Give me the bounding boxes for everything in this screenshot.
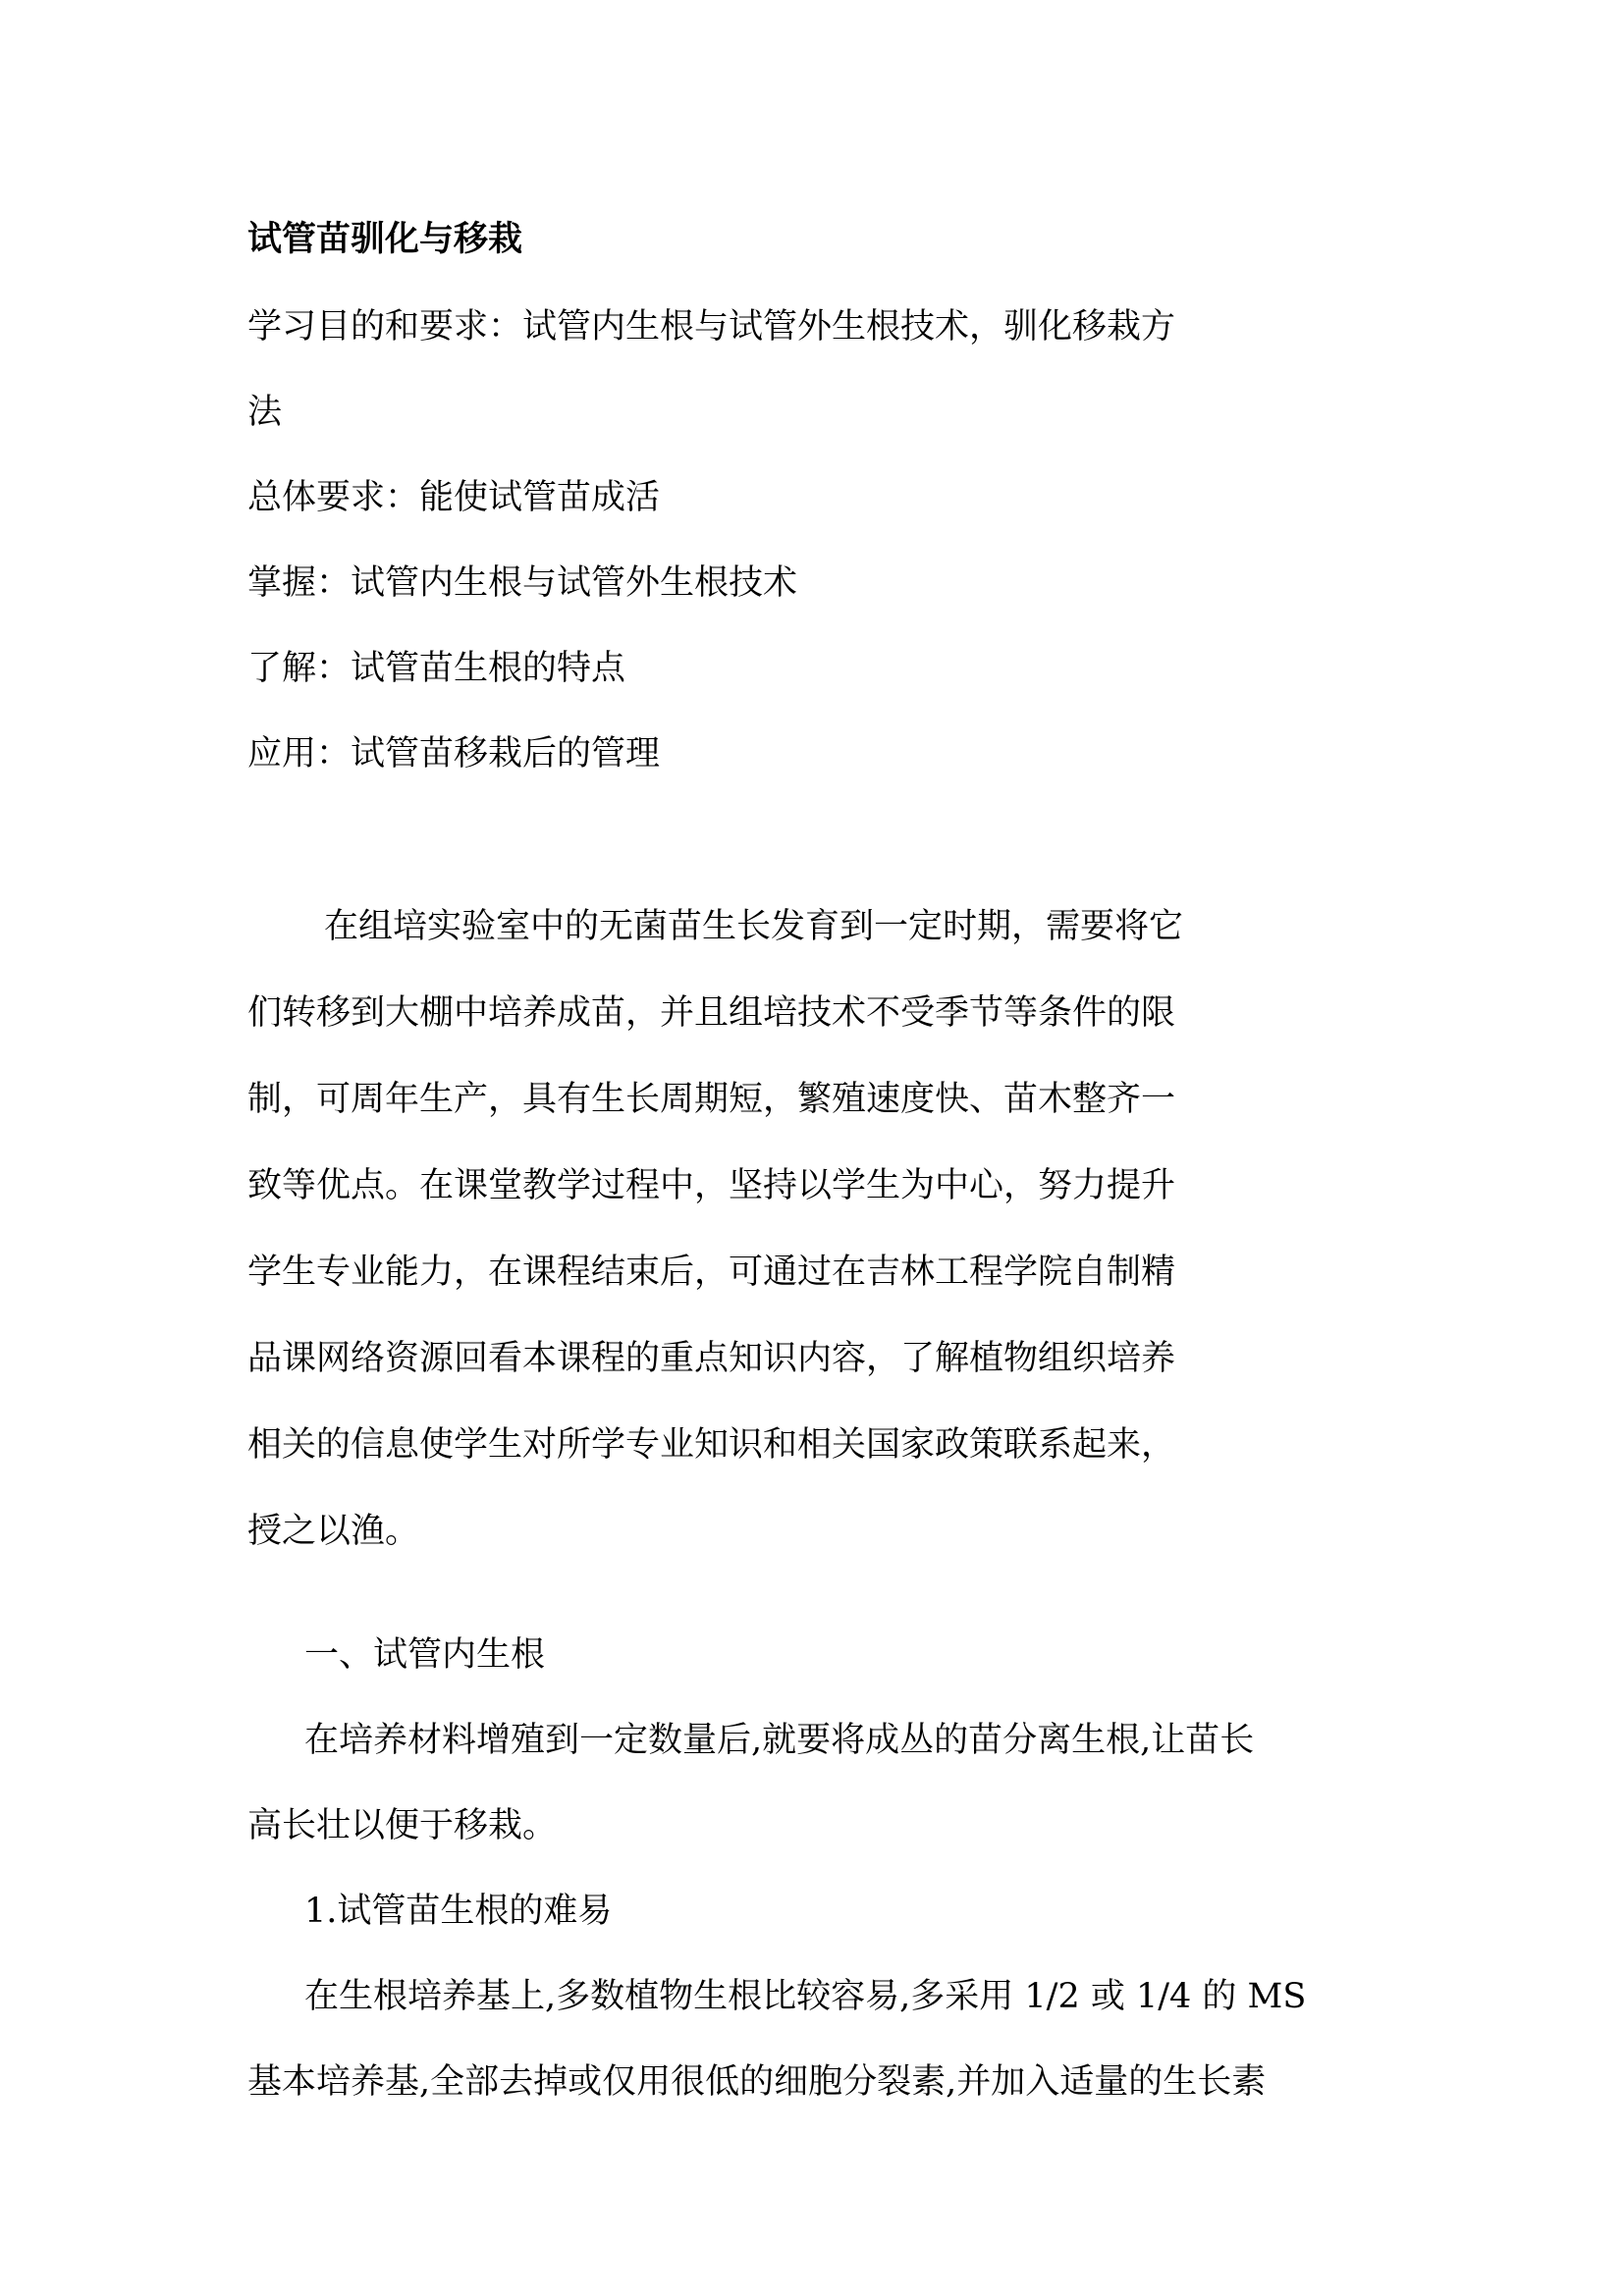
intro-line: 相关的信息使学生对所学专业知识和相关国家政策联系起来， bbox=[247, 1425, 1176, 1465]
apply-requirement: 应用：试管苗移栽后的管理 bbox=[247, 734, 661, 774]
objectives-line-2: 法 bbox=[247, 393, 283, 432]
intro-line: 授之以渔。 bbox=[247, 1512, 420, 1551]
subsection-heading: 1.试管苗生根的难易 bbox=[304, 1892, 613, 1931]
intro-line: 在组培实验室中的无菌苗生长发育到一定时期，需要将它 bbox=[324, 907, 1184, 946]
subsection-line: 在生根培养基上,多数植物生根比较容易,多采用 1/2 或 1/4 的 MS bbox=[304, 1977, 1307, 2016]
objectives-line-1: 学习目的和要求：试管内生根与试管外生根技术，驯化移栽方 bbox=[247, 307, 1176, 347]
section-line: 高长壮以便于移栽。 bbox=[247, 1806, 558, 1845]
understand-requirement: 了解：试管苗生根的特点 bbox=[247, 649, 626, 688]
overall-requirement: 总体要求：能使试管苗成活 bbox=[247, 478, 661, 517]
intro-line: 品课网络资源回看本课程的重点知识内容，了解植物组织培养 bbox=[247, 1339, 1176, 1378]
intro-line: 致等优点。在课堂教学过程中，坚持以学生为中心，努力提升 bbox=[247, 1166, 1176, 1205]
subsection-line: 基本培养基,全部去掉或仅用很低的细胞分裂素,并加入适量的生长素 bbox=[247, 2062, 1267, 2102]
intro-line: 学生专业能力，在课程结束后，可通过在吉林工程学院自制精 bbox=[247, 1253, 1176, 1292]
document-title: 试管苗驯化与移栽 bbox=[247, 220, 523, 259]
section-line: 在培养材料增殖到一定数量后,就要将成丛的苗分离生根,让苗长 bbox=[304, 1721, 1255, 1760]
intro-line: 制，可周年生产，具有生长周期短，繁殖速度快、苗木整齐一 bbox=[247, 1080, 1176, 1119]
intro-line: 们转移到大棚中培养成苗，并且组培技术不受季节等条件的限 bbox=[247, 993, 1176, 1033]
section-heading: 一、试管内生根 bbox=[304, 1635, 546, 1675]
master-requirement: 掌握：试管内生根与试管外生根技术 bbox=[247, 563, 798, 603]
